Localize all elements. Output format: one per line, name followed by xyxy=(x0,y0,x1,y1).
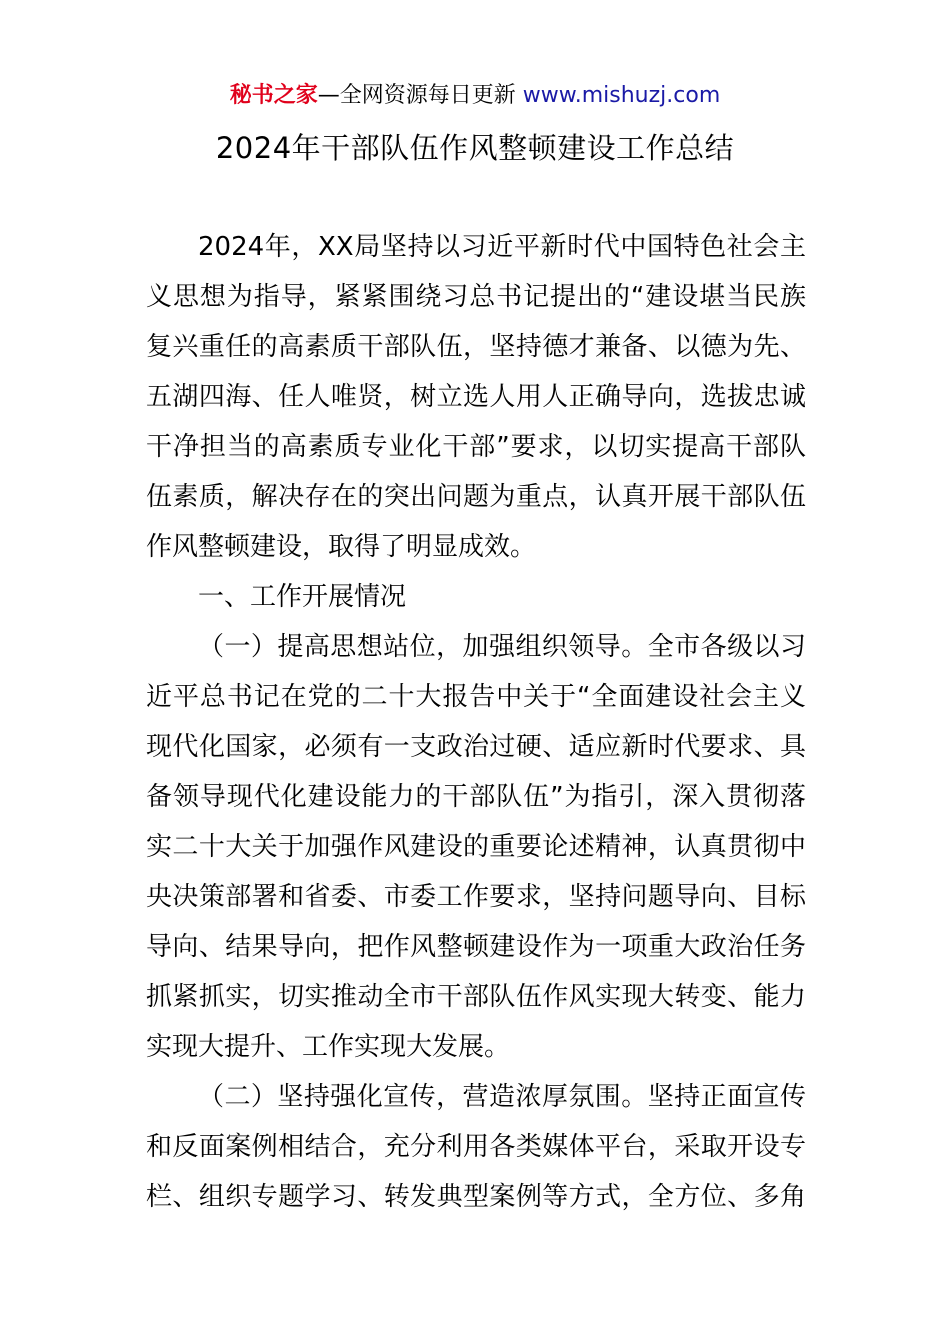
body-line: 央决策部署和省委、市委工作要求，坚持问题导向、目标 xyxy=(146,882,806,912)
site-header xyxy=(0,80,950,112)
body-line: 实二十大关于加强作风建设的重要论述精神，认真贯彻中 xyxy=(146,832,806,862)
section-heading: 一、工作开展情况 xyxy=(198,582,407,612)
body-line: 和反面案例相结合，充分利用各类媒体平台，采取开设专 xyxy=(146,1132,806,1162)
site-url-link[interactable]: www.mishuzj.com xyxy=(522,83,721,108)
body-line: 五湖四海、任人唯贤，树立选人用人正确导向，选拔忠诚 xyxy=(146,382,806,412)
body-line: （二）坚持强化宣传，营造浓厚氛围。坚持正面宣传 xyxy=(198,1082,806,1112)
body-line: 作风整顿建设，取得了明显成效。 xyxy=(146,532,537,562)
site-name: 秘书之家 xyxy=(229,83,318,108)
body-line: 复兴重任的高素质干部队伍，坚持德才兼备、以德为先、 xyxy=(146,332,806,362)
body-line: （一）提高思想站位，加强组织领导。全市各级以习 xyxy=(198,632,806,662)
body-line: 近平总书记在党的二十大报告中关于“全面建设社会主义 xyxy=(146,682,806,712)
body-line: 实现大提升、工作实现大发展。 xyxy=(146,1032,511,1062)
document-title: 2024年干部队伍作风整顿建设工作总结 xyxy=(215,131,735,165)
site-tagline: —全网资源每日更新 xyxy=(317,83,523,108)
body-line: 抓紧抓实，切实推动全市干部队伍作风实现大转变、能力 xyxy=(146,982,806,1012)
body-line: 导向、结果导向，把作风整顿建设作为一项重大政治任务 xyxy=(146,932,806,962)
body-line: 义思想为指导，紧紧围绕习总书记提出的“建设堪当民族 xyxy=(146,282,806,312)
body-line: 备领导现代化建设能力的干部队伍”为指引，深入贯彻落 xyxy=(146,782,806,812)
body-line: 栏、组织专题学习、转发典型案例等方式，全方位、多角 xyxy=(146,1182,806,1212)
body-line: 伍素质，解决存在的突出问题为重点，认真开展干部队伍 xyxy=(146,482,806,512)
body-line: 2024年，XX局坚持以习近平新时代中国特色社会主 xyxy=(198,232,806,262)
body-line: 干净担当的高素质专业化干部”要求，以切实提高干部队 xyxy=(146,432,806,462)
body-line: 现代化国家，必须有一支政治过硬、适应新时代要求、具 xyxy=(146,732,806,762)
